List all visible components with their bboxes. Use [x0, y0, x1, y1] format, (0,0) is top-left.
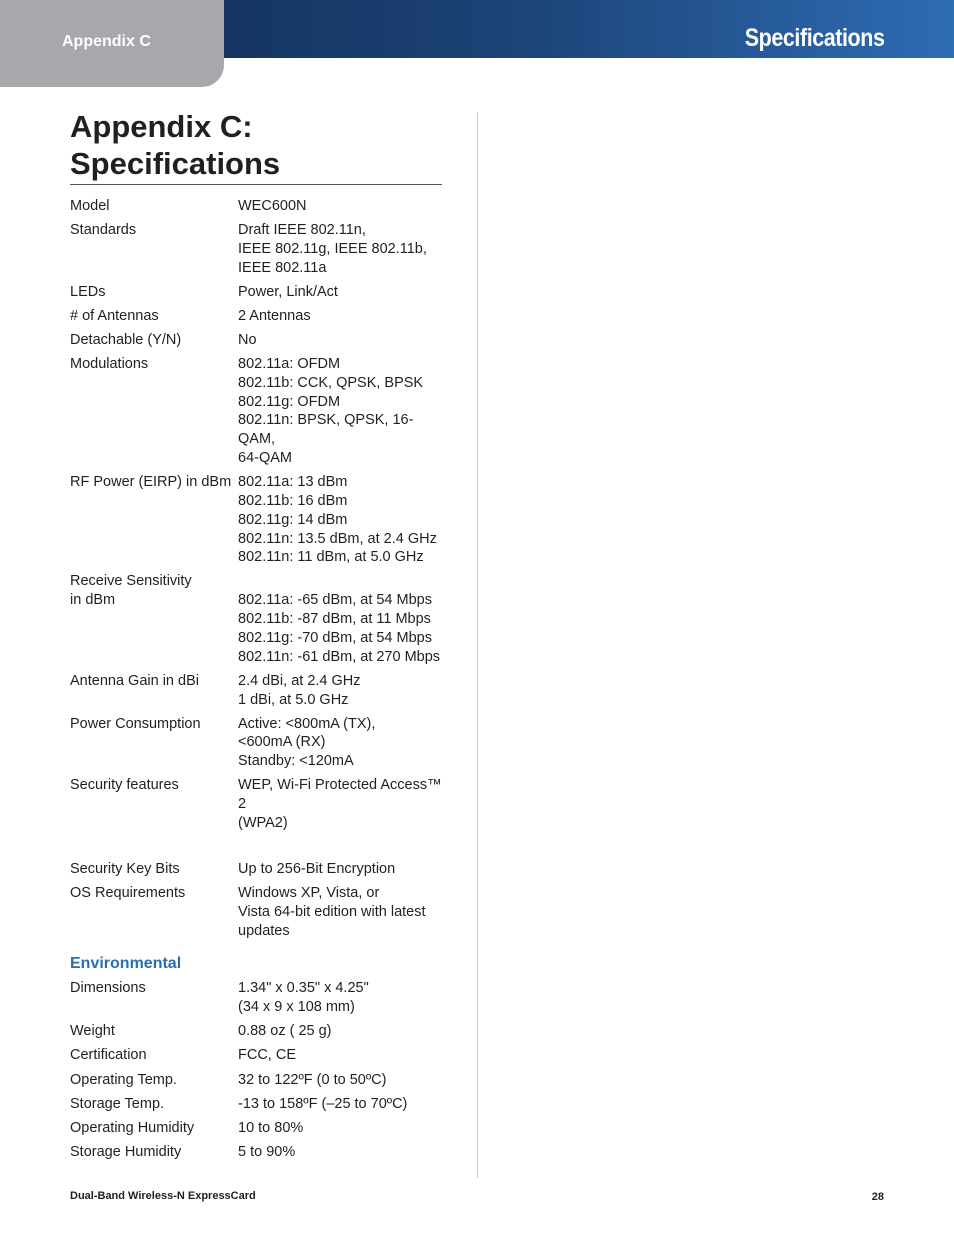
spec-value-line: Active: <800mA (TX), — [238, 715, 376, 732]
spec-value-line: 802.11n: BPSK, QPSK, 16-QAM, — [238, 412, 414, 448]
spec-value — [238, 1071, 450, 1090]
spec-label: Storage Temp. — [70, 1095, 165, 1112]
spec-value — [238, 1046, 450, 1065]
spec-row — [70, 860, 450, 879]
spec-value-line: 32 to 122ºF (0 to 50ºC) — [238, 1071, 387, 1088]
spec-value-line: 0.88 oz ( 25 g) — [238, 1023, 332, 1040]
spec-label: Operating Temp. — [70, 1071, 177, 1088]
spec-value — [238, 473, 450, 567]
spec-label: Operating Humidity — [70, 1119, 195, 1136]
spec-label: Standards — [70, 222, 137, 239]
column-divider — [477, 112, 478, 1178]
spec-value-line: WEC600N — [238, 198, 307, 214]
spec-row — [70, 715, 450, 771]
spec-value-line: 5 to 90% — [238, 1143, 296, 1160]
spec-row — [70, 355, 450, 468]
spec-label: Certification — [70, 1047, 147, 1064]
spec-row — [70, 221, 450, 277]
spec-row — [70, 979, 450, 1017]
spec-label: Model — [70, 198, 110, 214]
spec-value-line: Vista 64-bit edition with latest — [238, 903, 426, 920]
spec-value-line: No — [238, 331, 257, 348]
spec-row — [70, 1046, 450, 1065]
spec-value — [238, 307, 450, 326]
spec-row — [70, 1095, 450, 1114]
spec-label: Security features — [70, 777, 179, 794]
spec-value — [238, 355, 450, 468]
spec-value-line: 1 dBi, at 5.0 GHz — [238, 691, 349, 708]
chapter-tab-label: Appendix C — [62, 33, 151, 50]
spec-value-line: 802.11a: 13 dBm — [238, 474, 348, 491]
spec-value — [238, 1095, 450, 1114]
environmental-heading: Environmental — [70, 955, 182, 973]
spec-row — [70, 1022, 450, 1041]
spec-value-line: Standby: <120mA — [238, 753, 354, 770]
spec-value-line: 2.4 dBi, at 2.4 GHz — [238, 672, 361, 689]
spec-label: Security Key Bits — [70, 860, 180, 877]
spec-value — [238, 979, 450, 1017]
spec-value-line: Power, Link/Act — [238, 283, 338, 300]
spec-value-line: 802.11g: OFDM — [238, 393, 341, 410]
spec-value-line: 802.11b: CCK, QPSK, BPSK — [238, 374, 424, 391]
spec-rows — [70, 197, 450, 940]
spec-value — [238, 884, 450, 940]
page-title — [70, 108, 442, 185]
spec-label: Dimensions — [70, 980, 146, 997]
spec-value — [238, 860, 450, 879]
spec-row — [70, 473, 450, 567]
spec-value — [238, 1022, 450, 1041]
spec-value-line: -13 to 158ºF (–25 to 70ºC) — [238, 1095, 408, 1112]
spec-value-line: (WPA2) — [238, 814, 288, 831]
spec-row — [70, 672, 450, 710]
spec-value — [238, 221, 450, 277]
spec-value-line: 802.11b: -87 dBm, at 11 Mbps — [238, 611, 431, 628]
spec-label: OS Requirements — [70, 885, 186, 902]
spec-row — [70, 776, 450, 832]
spec-value-line: 802.11a: OFDM — [238, 356, 341, 373]
footer-page-number: 28 — [871, 1191, 884, 1203]
spec-value — [238, 331, 450, 350]
spec-value — [238, 1143, 450, 1162]
spec-row — [70, 197, 450, 216]
spec-value-line: Draft IEEE 802.11n, — [238, 222, 366, 239]
spec-value-line: 802.11g: -70 dBm, at 54 Mbps — [238, 629, 432, 646]
spec-value — [238, 672, 450, 710]
spec-label: LEDs — [70, 283, 106, 300]
spec-label: Receive Sensitivity in dBm — [70, 573, 192, 609]
spec-value-line: 64-QAM — [238, 450, 292, 467]
spec-value-line: IEEE 802.11g, IEEE 802.11b, — [238, 240, 427, 257]
spec-value-line: 10 to 80% — [238, 1119, 304, 1136]
chapter-tab — [0, 0, 224, 87]
spec-table — [70, 197, 450, 1167]
spec-value-line: 802.11n: -61 dBm, at 270 Mbps — [238, 648, 441, 665]
spec-row — [70, 307, 450, 326]
spec-row — [70, 283, 450, 302]
spec-label: Storage Humidity — [70, 1143, 182, 1160]
spec-value — [238, 1119, 450, 1138]
spec-value — [238, 283, 450, 302]
spec-label: Antenna Gain in dBi — [70, 672, 199, 689]
spec-value-line: 802.11b: 16 dBm — [238, 492, 348, 509]
page-title-line1: Appendix C: — [70, 109, 253, 144]
spec-label: RF Power (EIRP) in dBm — [70, 474, 232, 491]
spec-row — [70, 884, 450, 940]
spec-value-line: WEP, Wi-Fi Protected Access™ 2 — [238, 777, 442, 813]
row-spacer — [70, 838, 450, 860]
spec-value-line: FCC, CE — [238, 1047, 296, 1064]
spec-value-line: 2 Antennas — [238, 307, 311, 324]
spec-label: Weight — [70, 1023, 115, 1040]
page-title-line2: Specifications — [70, 146, 281, 181]
spec-value — [238, 776, 450, 832]
spec-value-line — [238, 572, 450, 591]
spec-value-line: 1.34" x 0.35" x 4.25" — [238, 980, 369, 997]
spec-value-line: Up to 256-Bit Encryption — [238, 860, 396, 877]
footer-product: Dual-Band Wireless-N ExpressCard — [70, 1190, 256, 1202]
environmental-rows — [70, 979, 450, 1161]
spec-value-line: updates — [238, 922, 290, 939]
spec-value — [238, 715, 450, 771]
spec-row — [70, 572, 450, 666]
spec-value-line: Windows XP, Vista, or — [238, 885, 380, 902]
spec-label: Modulations — [70, 356, 149, 373]
spec-row — [70, 1119, 450, 1138]
spec-row — [70, 1071, 450, 1090]
spec-value-line: IEEE 802.11a — [238, 259, 327, 276]
spec-value — [238, 572, 450, 666]
spec-value — [238, 197, 450, 216]
spec-value-line: <600mA (RX) — [238, 734, 326, 751]
section-title: Specifications — [744, 24, 884, 52]
spec-row — [70, 331, 450, 350]
spec-value-line: (34 x 9 x 108 mm) — [238, 999, 355, 1016]
spec-value-line: 802.11g: 14 dBm — [238, 511, 348, 528]
spec-label: Power Consumption — [70, 715, 201, 732]
spec-label: Detachable (Y/N) — [70, 331, 182, 348]
spec-label: # of Antennas — [70, 307, 159, 324]
spec-value-line: 802.11a: -65 dBm, at 54 Mbps — [238, 592, 432, 609]
spec-value-line: 802.11n: 13.5 dBm, at 2.4 GHz — [238, 530, 437, 547]
spec-row — [70, 1143, 450, 1162]
spec-value-line: 802.11n: 11 dBm, at 5.0 GHz — [238, 549, 424, 566]
